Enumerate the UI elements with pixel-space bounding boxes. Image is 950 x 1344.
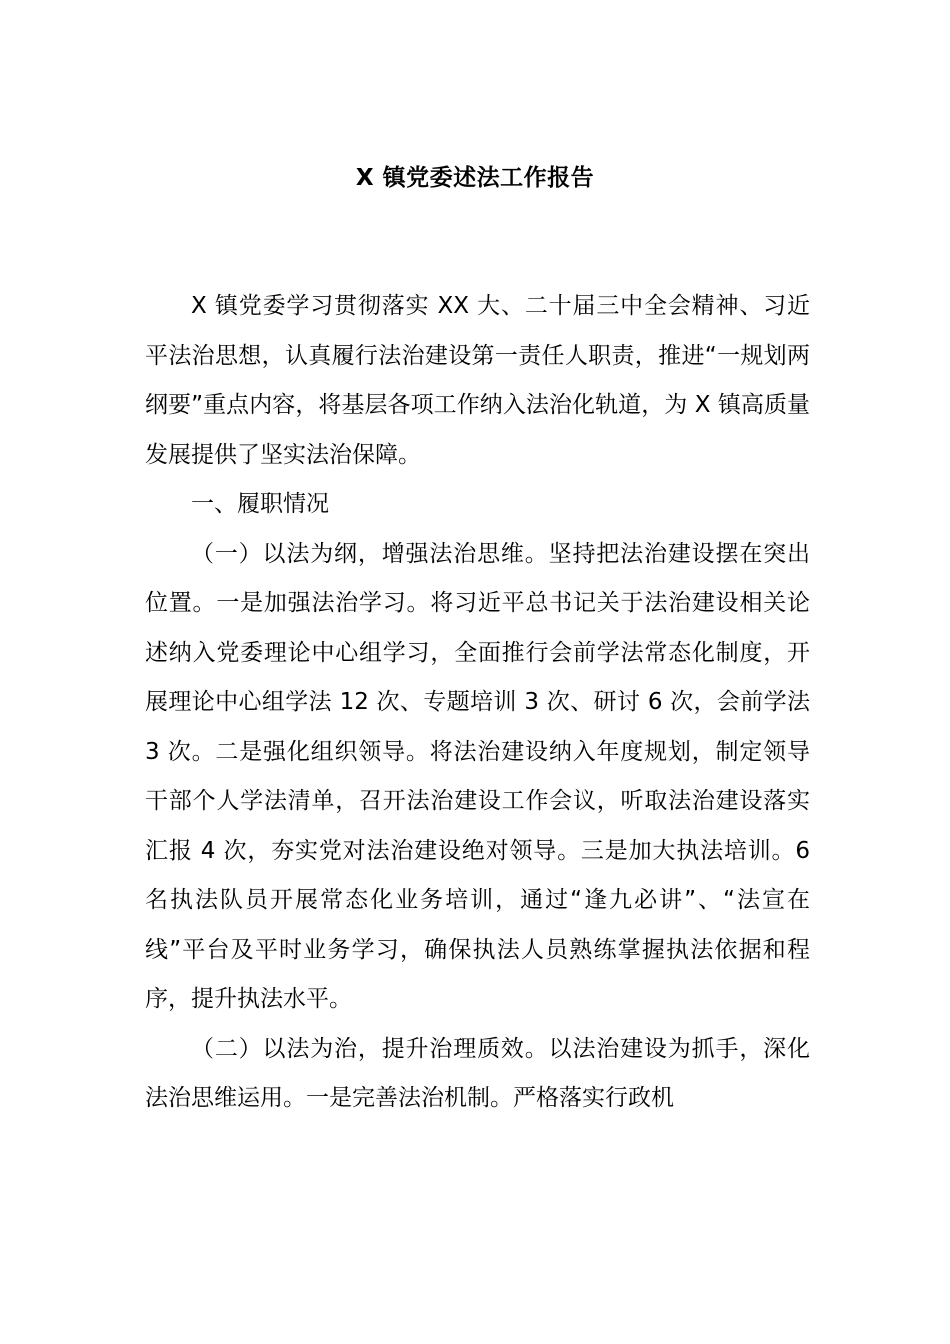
section-paragraph-1: （一）以法为纲，增强法治思维。坚持把法治建设摆在突出位置。一是加强法治学习。将习近平总书记关于法治建设相关论述纳入党委理论中心组学习，全面推行会前学法常态化制度，开展理论中心组学法 12 次、专题培训 3 次、研讨 6 次，会前学法 3 次。二是强化组织领导。将法治建设纳入年度规划，制定领导干部个人学法清单，召开法治建设工作会议，听取法治建设落实汇报 4 次，夯实党对法治建设绝对领导。三是加大执法培训。6 名执法队员开展常态化业务培训，通过“逢九必讲”、“法宣在线”平台及平时业务学习，确保执法人员熟练掌握执法依据和程序，提升执法水平。 bbox=[145, 540, 810, 1012]
section-heading: 一、履职情况 bbox=[191, 491, 329, 517]
document-title: X 镇党委述法工作报告 bbox=[355, 165, 595, 191]
section-paragraph-2: （二）以法为治，提升治理质效。以法治建设为抓手，深化法治思维运用。一是完善法治机制。严格落实行政机 bbox=[145, 1035, 810, 1111]
intro-paragraph: X 镇党委学习贯彻落实 XX 大、二十届三中全会精神、习近平法治思想，认真履行法治建设第一责任人职责，推进“一规划两纲要”重点内容，将基层各项工作纳入法治化轨道，为 X 镇高质量发展提供了坚实法治保障。 bbox=[145, 293, 810, 468]
document-body bbox=[145, 282, 810, 1124]
